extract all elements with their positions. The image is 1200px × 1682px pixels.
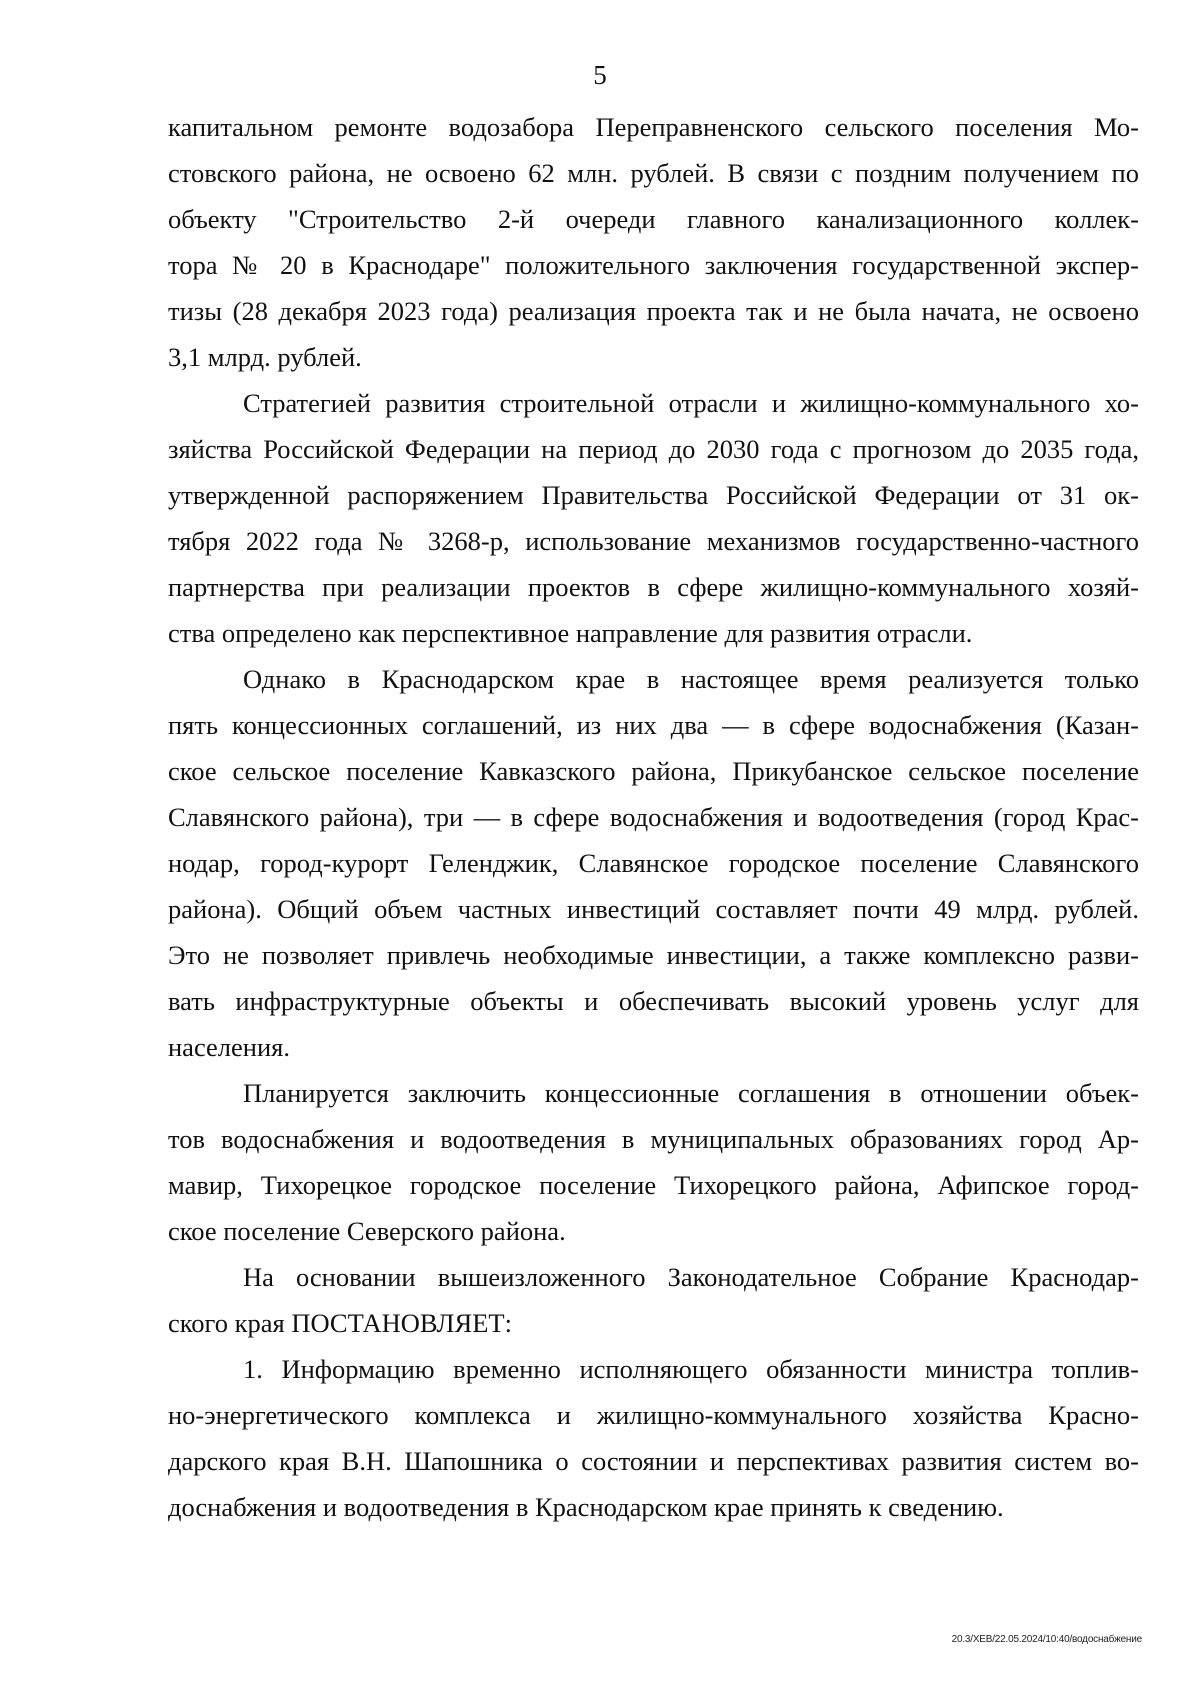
text-line: Однако в Краснодарском крае в настоящее время реализуется только bbox=[243, 664, 1139, 694]
text-line: зяйства Российской Федерации на период до 2030 года с прогнозом до 2035 года, bbox=[168, 434, 1139, 464]
text-line: доснабжения и водоотведения в Краснодарском крае принять к сведению. bbox=[168, 1492, 1004, 1522]
text-line: но-энергетического комплекса и жилищно-коммунального хозяйства Красно- bbox=[168, 1400, 1139, 1430]
text-line: ского края ПОСТАНОВЛЯЕТ: bbox=[168, 1308, 512, 1338]
text-line: нодар, город-курорт Геленджик, Славянское городское поселение Славянского bbox=[168, 848, 1139, 878]
text-line: пять концессионных соглашений, из них два — в сфере водоснабжения (Казан- bbox=[168, 710, 1139, 740]
text-line: 3,1 млрд. рублей. bbox=[168, 342, 362, 372]
document-code: 20.3/XEB/22.05.2024/10:40/водоснабжение bbox=[951, 1634, 1142, 1645]
text-line: мавир, Тихорецкое городское поселение Тихорецкого района, Афипское город- bbox=[168, 1170, 1139, 1200]
text-line: объекту "Строительство 2-й очереди главного канализационного коллек- bbox=[168, 204, 1139, 234]
text-line: утвержденной распоряжением Правительства Российской Федерации от 31 ок- bbox=[168, 480, 1139, 510]
text-line: тября 2022 года № 3268-р, использование механизмов государственно-частного bbox=[168, 526, 1139, 556]
text-line: 1. Информацию временно исполняющего обязанности министра топлив- bbox=[243, 1354, 1139, 1384]
text-line: ское сельское поселение Кавказского района, Прикубанское сельское поселение bbox=[168, 756, 1139, 786]
text-line: ства определено как перспективное направление для развития отрасли. bbox=[168, 618, 973, 648]
text-line: вать инфраструктурные объекты и обеспечивать высокий уровень услуг для bbox=[168, 986, 1139, 1016]
text-line: На основании вышеизложенного Законодательное Собрание Краснодар- bbox=[243, 1262, 1139, 1292]
text-line: Планируется заключить концессионные соглашения в отношении объек- bbox=[243, 1078, 1139, 1108]
text-line: населения. bbox=[168, 1032, 290, 1062]
text-line: тов водоснабжения и водоотведения в муниципальных образованиях город Ар- bbox=[168, 1124, 1139, 1154]
text-line: тора № 20 в Краснодаре" положительного заключения государственной экспер- bbox=[168, 250, 1139, 280]
text-line: стовского района, не освоено 62 млн. рублей. В связи с поздним получением по bbox=[168, 158, 1139, 188]
text-line: ское поселение Северского района. bbox=[168, 1216, 566, 1246]
text-line: партнерства при реализации проектов в сфере жилищно-коммунального хозяй- bbox=[168, 572, 1139, 602]
page-number: 5 bbox=[593, 60, 607, 90]
text-line: дарского края В.Н. Шапошника о состоянии и перспективах развития систем во- bbox=[168, 1446, 1139, 1476]
text-line: Это не позволяет привлечь необходимые инвестиции, а также комплексно разви- bbox=[168, 940, 1139, 970]
text-line: Славянского района), три — в сфере водоснабжения и водоотведения (город Крас- bbox=[168, 802, 1139, 832]
text-line: Стратегией развития строительной отрасли и жилищно-коммунального хо- bbox=[243, 388, 1139, 418]
text-line: района). Общий объем частных инвестиций составляет почти 49 млрд. рублей. bbox=[168, 894, 1139, 924]
text-line: тизы (28 декабря 2023 года) реализация проекта так и не была начата, не освоено bbox=[168, 296, 1139, 326]
text-line: капитальном ремонте водозабора Переправненского сельского поселения Мо- bbox=[168, 112, 1139, 142]
